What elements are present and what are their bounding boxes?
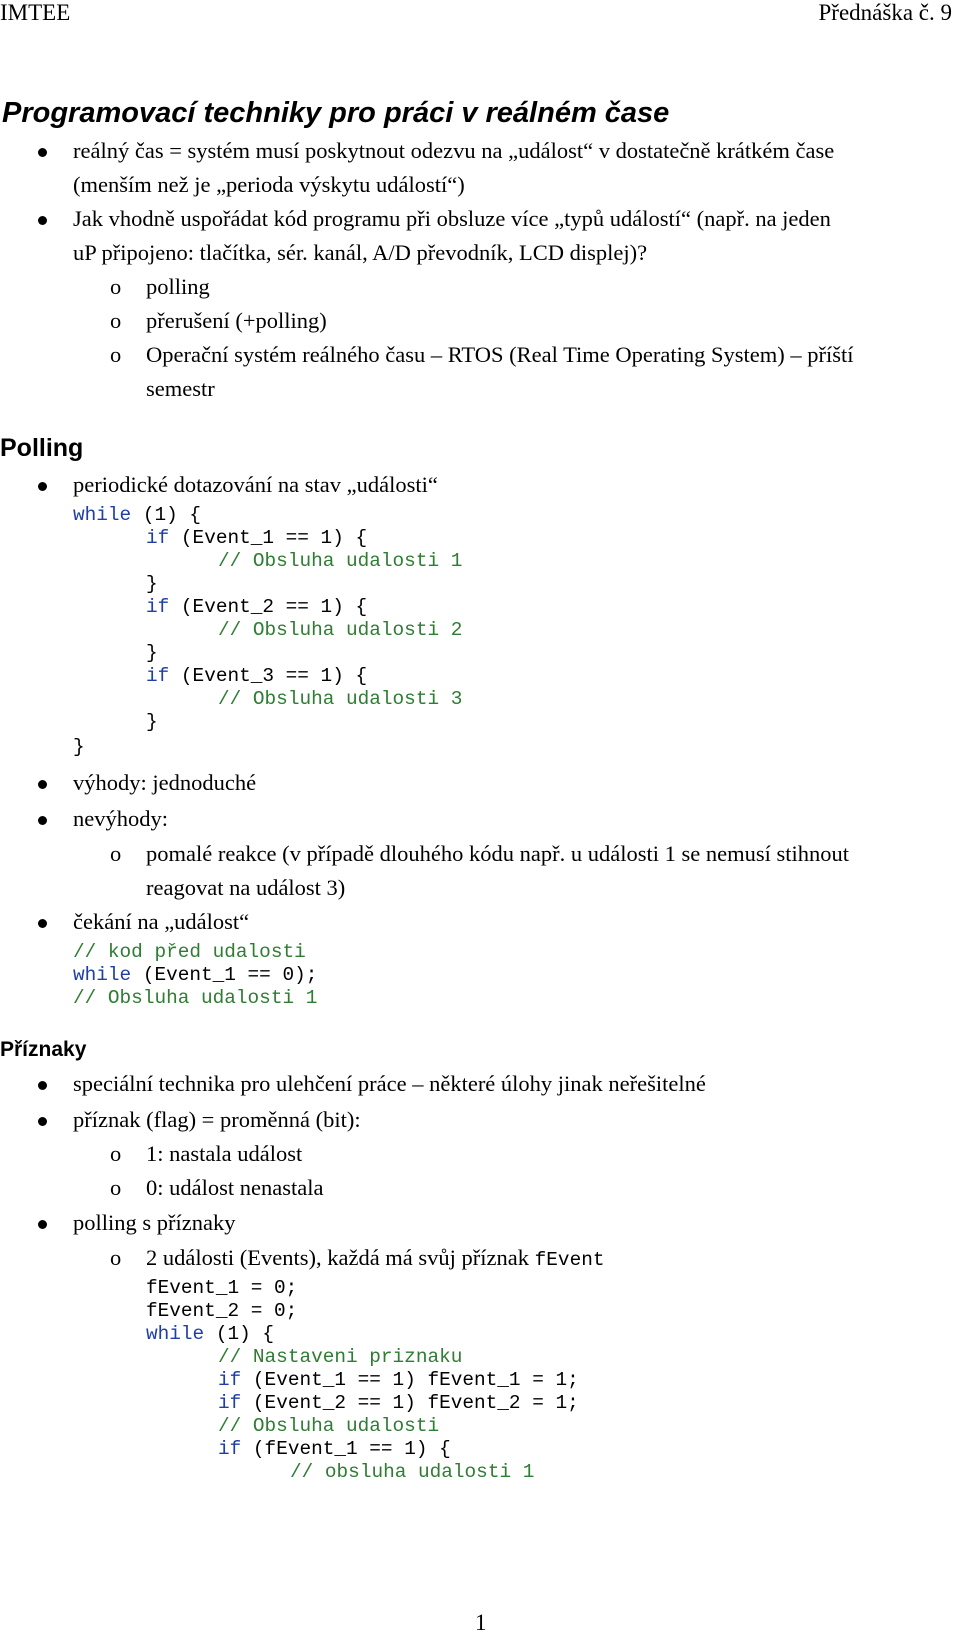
inline-code: fEvent <box>534 1249 605 1271</box>
bullet-dot <box>38 148 47 157</box>
code-comment: // Nastaveni priznaku <box>218 1346 463 1368</box>
intro-b2-line2: uP připojeno: tlačítka, sér. kanál, A/D převodník, LCD displej)? <box>73 240 648 265</box>
polling-wait: čekání na „událost“ <box>73 909 250 934</box>
intro-sub1: polling <box>146 274 210 299</box>
code-comment: // obsluha udalosti 1 <box>290 1461 535 1483</box>
bullet-dot <box>38 1117 47 1126</box>
code-comment: // Obsluha udalosti 1 <box>218 550 463 572</box>
flags-s3: 2 události (Events), každá má svůj příznak fEvent <box>146 1245 605 1271</box>
sub-bullet-o: o <box>110 841 122 866</box>
header-right: Přednáška č. 9 <box>818 0 952 25</box>
code-line: while (1) { <box>73 504 202 526</box>
code-line: if (Event_1 == 1) { <box>146 527 368 549</box>
bullet-dot <box>38 1220 47 1229</box>
polling-b1: periodické dotazování na stav „události“ <box>73 472 438 497</box>
flags-b3: polling s příznaky <box>73 1210 236 1235</box>
code-line: if (Event_3 == 1) { <box>146 665 368 687</box>
polling-advantages: výhody: jednoduché <box>73 770 257 795</box>
code-line: } <box>146 573 158 595</box>
bullet-dot <box>38 482 47 491</box>
section-heading-flags: Příznaky <box>0 1038 87 1061</box>
page-title: Programovací techniky pro práci v reálném čase <box>2 97 670 129</box>
sub-bullet-o: o <box>110 1175 122 1200</box>
flags-b2: příznak (flag) = proměnná (bit): <box>73 1107 361 1132</box>
intro-sub3-line1: Operační systém reálného času – RTOS (Real Time Operating System) – příští <box>146 342 854 367</box>
code-line: fEvent_2 = 0; <box>146 1300 298 1322</box>
intro-b2-line1: Jak vhodně uspořádat kód programu při obsluze více „typů událostí“ (např. na jeden <box>73 206 831 231</box>
flags-s2: 0: událost nenastala <box>146 1175 324 1200</box>
sub-bullet-o: o <box>110 342 122 367</box>
intro-sub3-line2: semestr <box>146 376 215 401</box>
code-comment: // Obsluha udalosti 3 <box>218 688 463 710</box>
polling-dis1-line2: reagovat na událost 3) <box>146 875 346 900</box>
sub-bullet-o: o <box>110 308 122 333</box>
code-line: while (1) { <box>146 1323 275 1345</box>
code-line: while (Event_1 == 0); <box>73 964 318 986</box>
code-comment: // Obsluha udalosti 1 <box>73 987 318 1009</box>
code-line: if (fEvent_1 == 1) { <box>218 1438 451 1460</box>
bullet-dot <box>38 780 47 789</box>
flags-b1: speciální technika pro ulehčení práce – některé úlohy jinak neřešitelné <box>73 1071 706 1096</box>
code-line: } <box>73 736 85 758</box>
code-line: } <box>146 711 158 733</box>
bullet-dot <box>38 1081 47 1090</box>
code-line: if (Event_2 == 1) fEvent_2 = 1; <box>218 1392 579 1414</box>
sub-bullet-o: o <box>110 1141 122 1166</box>
sub-bullet-o: o <box>110 1245 122 1270</box>
code-comment: // Obsluha udalosti <box>218 1415 440 1437</box>
polling-dis1-line1: pomalé reakce (v případě dlouhého kódu např. u události 1 se nemusí stihnout <box>146 841 849 866</box>
code-line: } <box>146 642 158 664</box>
header-left: IMTEE <box>0 0 71 25</box>
code-line: if (Event_2 == 1) { <box>146 596 368 618</box>
bullet-dot <box>38 816 47 825</box>
bullet-dot <box>38 216 47 225</box>
code-comment: // kod před udalosti <box>73 941 306 963</box>
polling-disadvantages: nevýhody: <box>73 806 168 831</box>
intro-b1-line2: (menším než je „perioda výskytu událostí“) <box>73 172 465 197</box>
section-heading-polling: Polling <box>0 434 84 462</box>
intro-sub2: přerušení (+polling) <box>146 308 327 333</box>
code-line: fEvent_1 = 0; <box>146 1277 298 1299</box>
intro-b1-line1: reálný čas = systém musí poskytnout odezvu na „událost“ v dostatečně krátkém čase <box>73 138 835 163</box>
bullet-dot <box>38 919 47 928</box>
page-number: 1 <box>475 1610 487 1635</box>
flags-s1: 1: nastala událost <box>146 1141 303 1166</box>
code-comment: // Obsluha udalosti 2 <box>218 619 463 641</box>
sub-bullet-o: o <box>110 274 122 299</box>
code-line: if (Event_1 == 1) fEvent_1 = 1; <box>218 1369 579 1391</box>
